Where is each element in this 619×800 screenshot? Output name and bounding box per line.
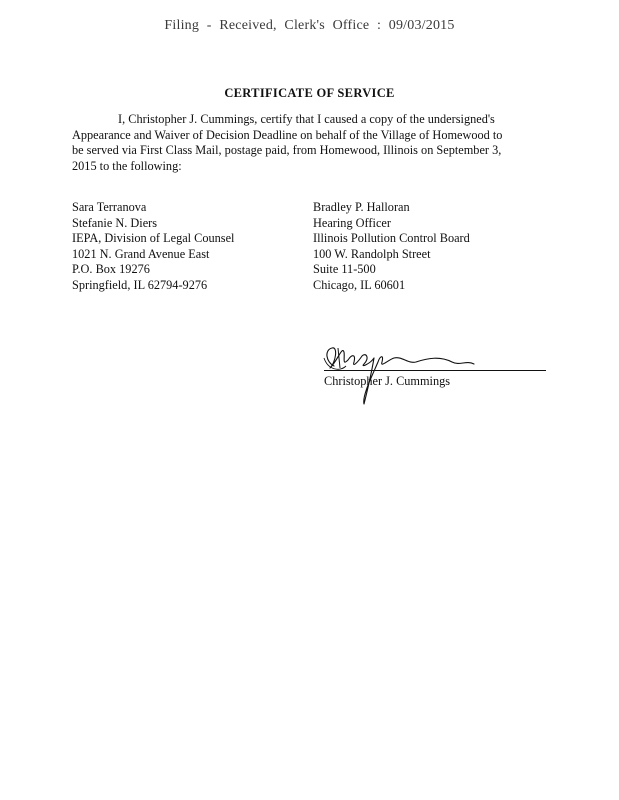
recipient-address-hearing-officer [313, 200, 470, 293]
recipient-address-iepa [72, 200, 234, 293]
address-line: IEPA, Division of Legal Counsel [72, 231, 235, 245]
address-line: 100 W. Randolph Street [313, 246, 431, 261]
address-line: P.O. Box 19276 [72, 262, 150, 276]
address-line: Illinois Pollution Control Board [313, 231, 470, 245]
address-line: 1021 N. Grand Avenue East [72, 246, 210, 261]
paragraph-line: Appearance and Waiver of Decision Deadline on behalf of the Village of Homewood to [72, 127, 503, 142]
signature-line [324, 370, 546, 371]
address-line: Sara Terranova [72, 200, 147, 214]
address-line: Springfield, IL 62794-9276 [72, 277, 208, 292]
filing-stamp: Filing - Received, Clerk's Office : 09/03/2015 [164, 18, 455, 33]
certification-paragraph [72, 112, 552, 174]
address-line: Hearing Officer [313, 215, 391, 230]
address-line: Chicago, IL 60601 [313, 277, 406, 292]
document-title: CERTIFICATE OF SERVICE [224, 86, 395, 100]
address-line: Stefanie N. Diers [72, 215, 158, 230]
paragraph-line: I, Christopher J. Cummings, certify that I caused a copy of the undersigned's [118, 112, 495, 126]
signature-block [318, 340, 548, 410]
address-line: Bradley P. Halloran [313, 200, 410, 214]
signer-name: Christopher J. Cummings [324, 374, 451, 388]
paragraph-line: be served via First Class Mail, postage paid, from Homewood, Illinois on September 3, [72, 143, 502, 157]
paragraph-line: 2015 to the following: [72, 158, 182, 173]
address-line: Suite 11-500 [313, 262, 376, 276]
